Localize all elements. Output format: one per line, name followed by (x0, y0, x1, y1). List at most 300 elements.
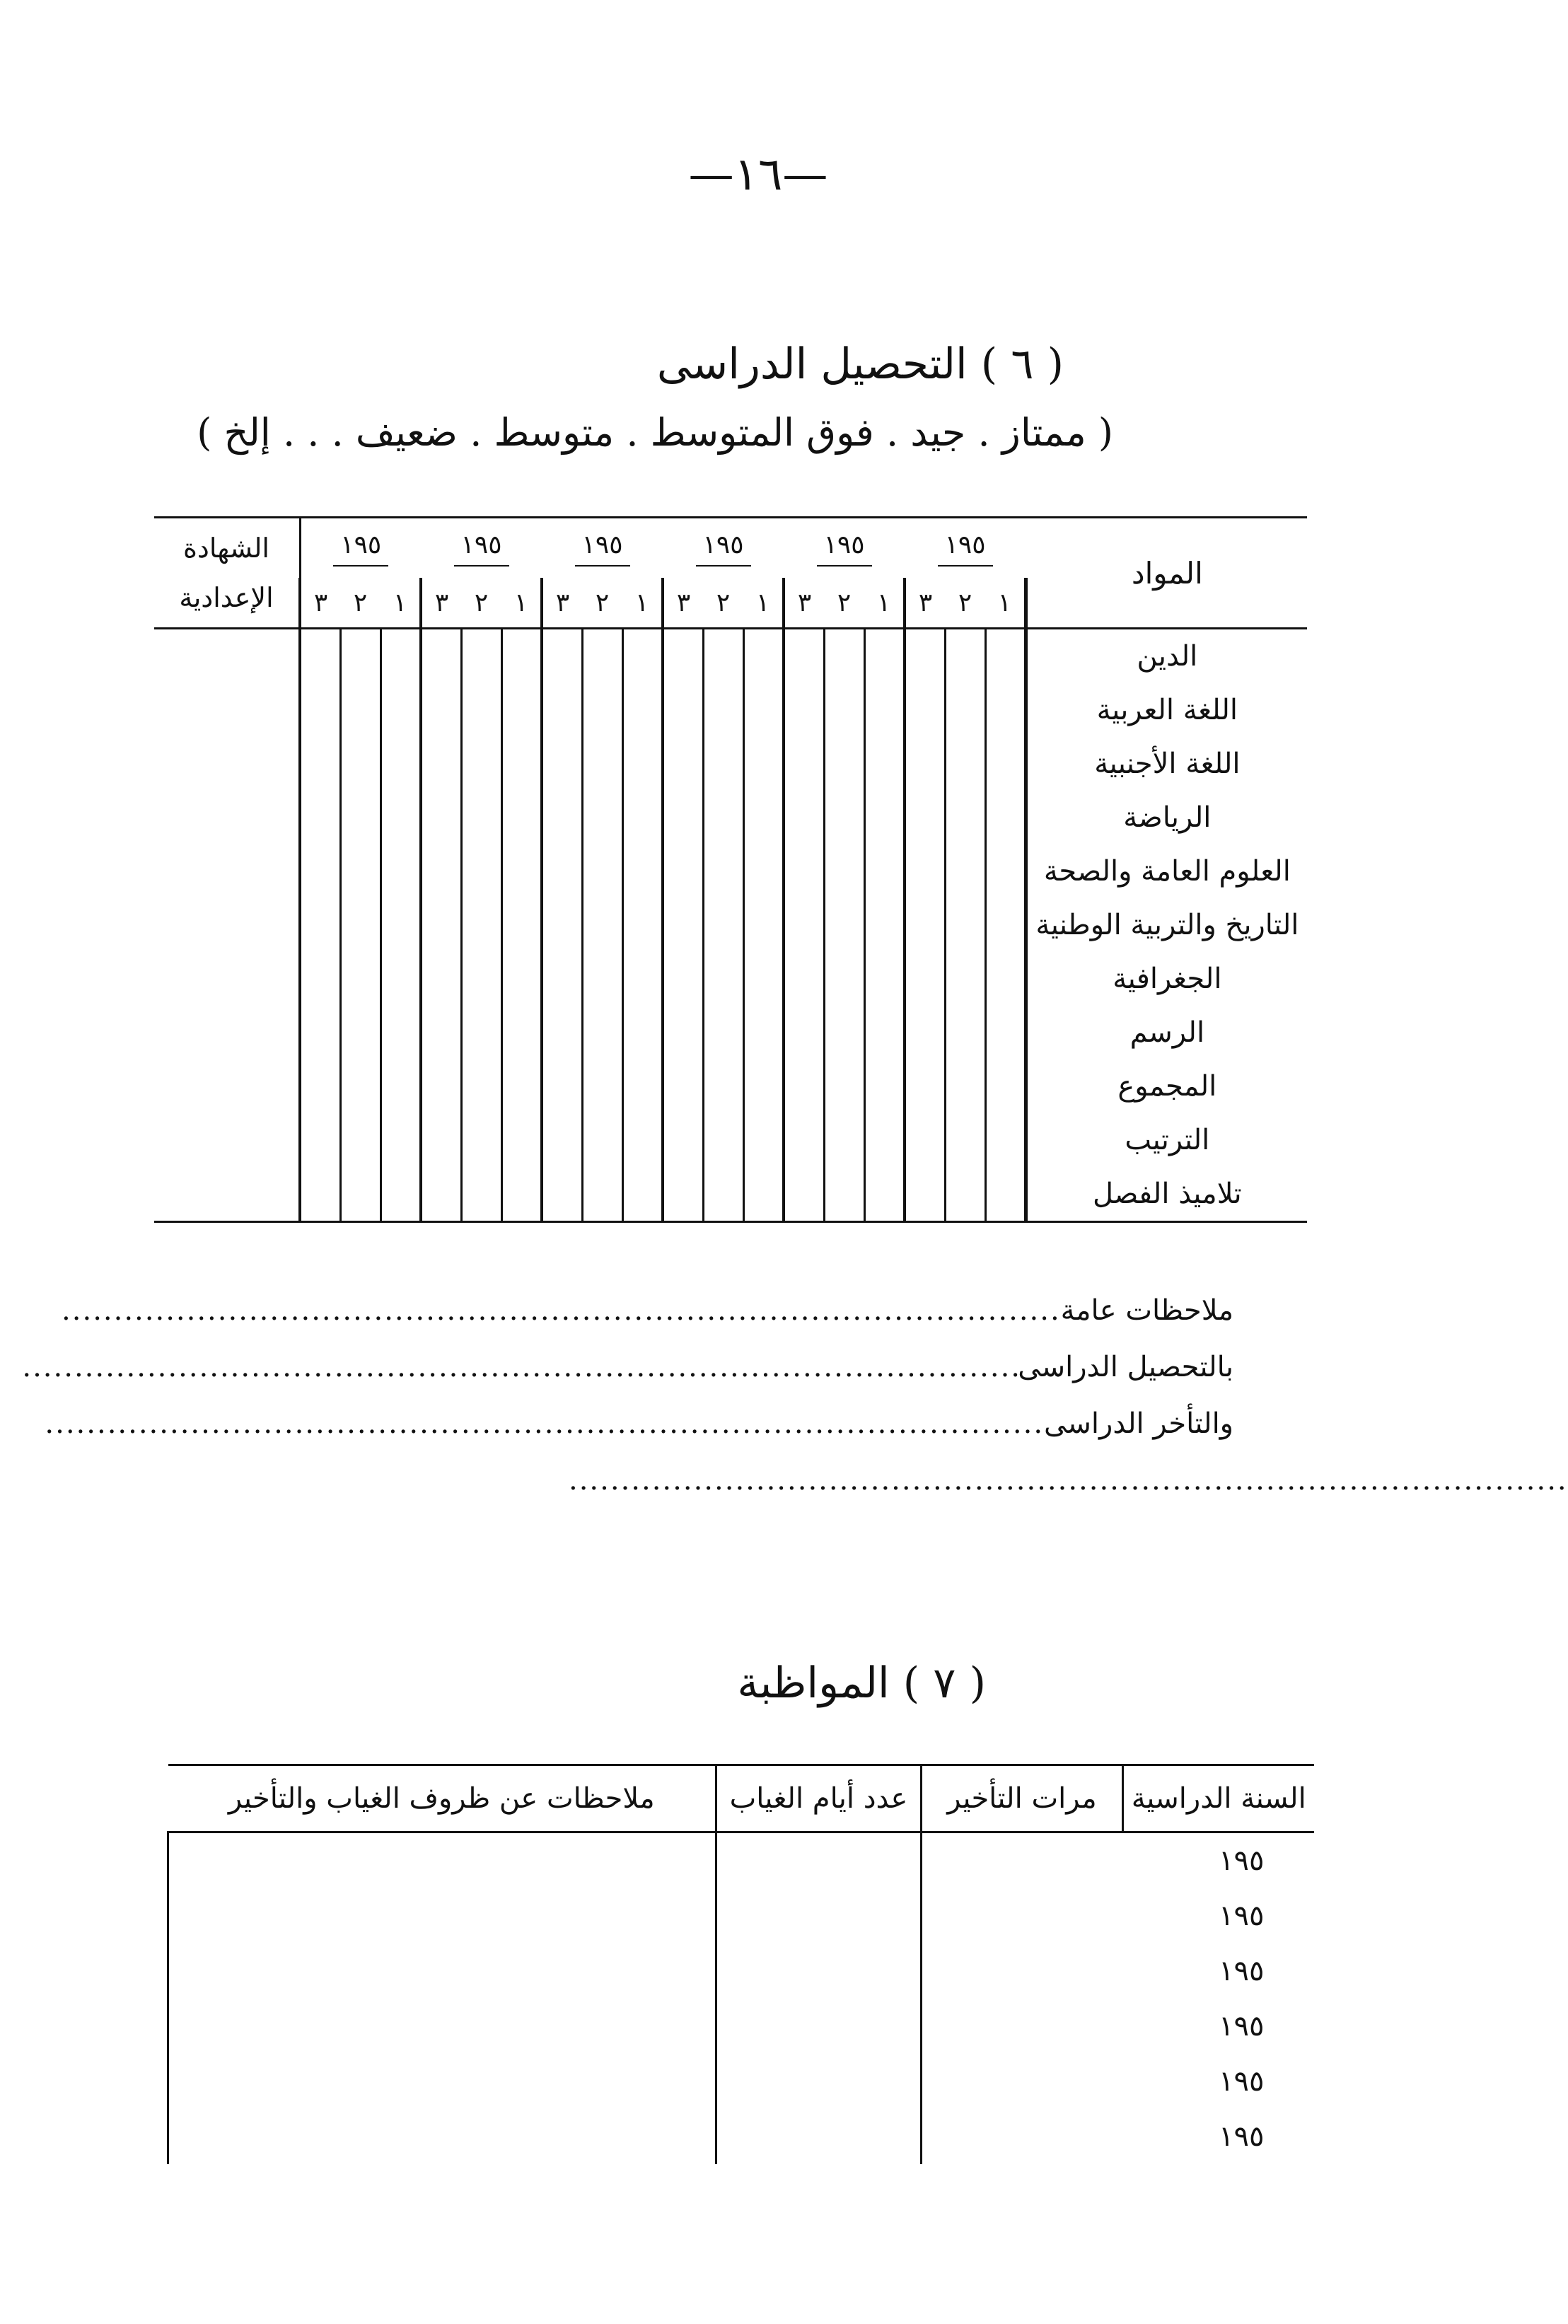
grade-cell[interactable] (622, 1006, 663, 1059)
remarks-line[interactable] (243, 1464, 1568, 1521)
grade-cell[interactable] (945, 629, 985, 683)
year-header: ١٩٥ (784, 518, 905, 579)
grade-cell[interactable] (501, 1059, 542, 1113)
grade-cell[interactable] (985, 1006, 1026, 1059)
semester-label: ١ (876, 588, 891, 617)
grade-cell[interactable] (501, 1006, 542, 1059)
grade-cell[interactable] (784, 1167, 824, 1222)
grade-cell[interactable] (461, 683, 501, 737)
grade-cell[interactable] (381, 1006, 421, 1059)
grade-cell[interactable] (824, 791, 864, 844)
remarks-block (22, 1294, 1568, 1521)
grade-cell[interactable] (985, 1059, 1026, 1113)
grade-cell[interactable] (461, 737, 501, 791)
school-year-cell: ١٩٥ (1219, 2120, 1265, 2153)
grade-cell[interactable] (300, 683, 340, 737)
grade-cell[interactable] (905, 1167, 945, 1222)
grade-cell[interactable] (542, 683, 582, 737)
grade-cell[interactable] (784, 1006, 824, 1059)
final-certificate-cell[interactable] (154, 791, 300, 844)
grade-cell[interactable] (461, 844, 501, 898)
attendance-row (168, 1944, 1314, 1999)
grade-cell[interactable] (864, 898, 905, 952)
grade-cell[interactable] (864, 737, 905, 791)
grade-cell[interactable] (743, 1059, 784, 1113)
grade-cell[interactable] (461, 898, 501, 952)
subject-row (154, 1113, 1307, 1167)
absence-days-cell[interactable] (716, 2109, 922, 2164)
grade-cell[interactable] (703, 1006, 743, 1059)
grade-cell[interactable] (945, 844, 985, 898)
attendance-header: ملاحظات عن ظروف الغياب والتأخير (168, 1765, 716, 1832)
grade-cell[interactable] (824, 898, 864, 952)
grade-cell[interactable] (461, 1113, 501, 1167)
grade-cell[interactable] (703, 1059, 743, 1113)
grade-cell[interactable] (864, 952, 905, 1006)
section-6-title: ( ٦ ) التحصيل الدراسى (656, 339, 1064, 389)
grade-cell[interactable] (461, 791, 501, 844)
subject-name: الدين (1137, 640, 1198, 673)
absence-days-cell[interactable] (716, 1944, 922, 1999)
grade-cell[interactable] (501, 844, 542, 898)
grade-cell[interactable] (300, 1059, 340, 1113)
grade-cell[interactable] (542, 791, 582, 844)
grade-cell[interactable] (542, 1113, 582, 1167)
remarks-dotted-line: ................................................................................................ (62, 1294, 1061, 1327)
grade-cell[interactable] (300, 737, 340, 791)
grade-cell[interactable] (743, 952, 784, 1006)
grade-cell[interactable] (864, 629, 905, 683)
grade-cell[interactable] (985, 1167, 1026, 1222)
grade-cell[interactable] (381, 737, 421, 791)
grade-cell[interactable] (945, 737, 985, 791)
grade-cell[interactable] (864, 1006, 905, 1059)
grade-cell[interactable] (421, 898, 461, 952)
grade-cell[interactable] (582, 844, 622, 898)
subject-name: الترتيب (1125, 1124, 1210, 1156)
absence-notes-cell[interactable] (168, 2109, 716, 2164)
subject-name: التاريخ والتربية الوطنية (1035, 909, 1299, 941)
grade-cell[interactable] (421, 1059, 461, 1113)
grade-cell[interactable] (824, 683, 864, 737)
grade-cell[interactable] (542, 1167, 582, 1222)
remarks-line[interactable] (62, 1294, 1233, 1351)
semester-label: ٢ (837, 588, 852, 617)
grade-cell[interactable] (663, 898, 703, 952)
grade-cell[interactable] (461, 1059, 501, 1113)
grade-cell[interactable] (784, 1113, 824, 1167)
school-year-cell: ١٩٥ (1219, 1955, 1265, 1987)
grade-cell[interactable] (864, 1113, 905, 1167)
grade-cell[interactable] (743, 898, 784, 952)
absence-notes-cell[interactable] (168, 1999, 716, 2054)
grade-cell[interactable] (501, 737, 542, 791)
grade-cell[interactable] (421, 1167, 461, 1222)
grade-cell[interactable] (461, 1167, 501, 1222)
semester-label: ٣ (784, 578, 824, 629)
semester-label: ٢ (353, 588, 368, 617)
grade-cell[interactable] (824, 737, 864, 791)
grade-cell[interactable] (340, 1059, 381, 1113)
attendance-row (168, 1999, 1314, 2054)
remarks-line[interactable] (45, 1407, 1233, 1464)
grade-cell[interactable] (824, 1167, 864, 1222)
grade-cell[interactable] (542, 952, 582, 1006)
grade-cell[interactable] (784, 952, 824, 1006)
absence-notes-cell[interactable] (168, 1888, 716, 1944)
school-year-cell: ١٩٥ (1219, 2065, 1265, 2098)
grade-cell[interactable] (864, 1167, 905, 1222)
grade-cell[interactable] (300, 952, 340, 1006)
attendance-header: السنة الدراسية (1123, 1765, 1314, 1832)
grade-cell[interactable] (381, 791, 421, 844)
subject-row (154, 683, 1307, 737)
grade-cell[interactable] (663, 683, 703, 737)
grade-cell[interactable] (340, 952, 381, 1006)
semester-label: ٣ (542, 578, 582, 629)
grade-cell[interactable] (985, 629, 1026, 683)
grade-cell[interactable] (703, 898, 743, 952)
semester-label: ١ (513, 588, 528, 617)
grade-cell[interactable] (703, 629, 743, 683)
late-count-cell[interactable] (922, 1832, 1123, 1889)
subject-name: الرسم (1129, 1016, 1205, 1049)
grade-cell[interactable] (421, 629, 461, 683)
semester-label: ١ (634, 588, 649, 617)
remarks-label: والتأخر الدراسى (1044, 1407, 1233, 1440)
grade-cell[interactable] (703, 1167, 743, 1222)
grade-cell[interactable] (381, 1059, 421, 1113)
semester-label: ١ (393, 588, 407, 617)
grade-cell[interactable] (300, 1113, 340, 1167)
year-header: ١٩٥ (421, 518, 542, 579)
grade-cell[interactable] (582, 791, 622, 844)
grade-cell[interactable] (905, 629, 945, 683)
grade-cell[interactable] (340, 1167, 381, 1222)
remarks-dotted-line: ................................................................................................ (45, 1407, 1045, 1440)
grade-cell[interactable] (663, 1059, 703, 1113)
absence-days-cell[interactable] (716, 2054, 922, 2109)
final-certificate-cell[interactable] (154, 683, 300, 737)
late-count-cell[interactable] (922, 1888, 1123, 1944)
year-header: ١٩٥ (905, 518, 1026, 579)
grade-cell[interactable] (582, 737, 622, 791)
semester-label: ٢ (474, 588, 489, 617)
semester-label: ٣ (905, 578, 945, 629)
grade-cell[interactable] (501, 683, 542, 737)
final-certificate-cell[interactable] (154, 1006, 300, 1059)
grade-cell[interactable] (864, 1059, 905, 1113)
grade-cell[interactable] (743, 844, 784, 898)
grade-cell[interactable] (945, 898, 985, 952)
grade-cell[interactable] (501, 629, 542, 683)
subject-row (154, 1006, 1307, 1059)
grade-cell[interactable] (421, 737, 461, 791)
grade-cell[interactable] (743, 1167, 784, 1222)
grade-cell[interactable] (340, 898, 381, 952)
grade-cell[interactable] (300, 629, 340, 683)
final-certificate-cell[interactable] (154, 844, 300, 898)
remarks-dotted-line: ................................................................................................ (569, 1464, 1568, 1497)
grade-cell[interactable] (622, 1167, 663, 1222)
grade-cell[interactable] (743, 791, 784, 844)
grade-cell[interactable] (501, 1113, 542, 1167)
final-certificate-header: الشهادة الإعدادية (154, 518, 300, 629)
grade-cell[interactable] (582, 683, 622, 737)
grade-cell[interactable] (582, 1059, 622, 1113)
grade-cell[interactable] (421, 1006, 461, 1059)
grade-cell[interactable] (300, 1167, 340, 1222)
grade-cell[interactable] (501, 952, 542, 1006)
grade-cell[interactable] (340, 683, 381, 737)
grade-cell[interactable] (421, 844, 461, 898)
subject-name: تلاميذ الفصل (1026, 1167, 1307, 1222)
subject-row (154, 898, 1307, 952)
grade-cell[interactable] (905, 952, 945, 1006)
grade-cell[interactable] (340, 1006, 381, 1059)
grade-cell[interactable] (985, 844, 1026, 898)
semester-label: ٣ (300, 578, 340, 629)
grade-cell[interactable] (582, 898, 622, 952)
remarks-dotted-line: ................................................................................................ (22, 1351, 1021, 1383)
grade-cell[interactable] (461, 952, 501, 1006)
year-header: ١٩٥ (663, 518, 784, 579)
late-count-cell[interactable] (922, 1999, 1123, 2054)
grade-cell[interactable] (824, 1059, 864, 1113)
final-certificate-cell[interactable] (154, 737, 300, 791)
page-number: —١٦— (688, 149, 828, 201)
grade-cell[interactable] (300, 1006, 340, 1059)
subjects-header: المواد (1026, 518, 1307, 629)
grade-cell[interactable] (824, 844, 864, 898)
grade-cell[interactable] (622, 683, 663, 737)
late-count-cell[interactable] (922, 1944, 1123, 1999)
grade-cell[interactable] (703, 791, 743, 844)
grade-cell[interactable] (542, 844, 582, 898)
grade-cell[interactable] (461, 629, 501, 683)
grade-cell[interactable] (340, 629, 381, 683)
grade-cell[interactable] (784, 737, 824, 791)
grades-table (154, 516, 1307, 1223)
grade-cell[interactable] (703, 844, 743, 898)
grade-cell[interactable] (622, 629, 663, 683)
grade-cell[interactable] (743, 1113, 784, 1167)
semester-label: ١ (755, 588, 770, 617)
absence-notes-cell[interactable] (168, 2054, 716, 2109)
absence-days-cell[interactable] (716, 1888, 922, 1944)
grade-cell[interactable] (945, 952, 985, 1006)
subject-row (154, 952, 1307, 1006)
grade-cell[interactable] (582, 1006, 622, 1059)
late-count-cell[interactable] (922, 2109, 1123, 2164)
grade-cell[interactable] (381, 629, 421, 683)
absence-notes-cell[interactable] (168, 1832, 716, 1889)
final-certificate-cell[interactable] (154, 952, 300, 1006)
grade-cell[interactable] (663, 1113, 703, 1167)
grade-cell[interactable] (824, 1006, 864, 1059)
grade-cell[interactable] (381, 844, 421, 898)
subject-name: اللغة العربية (1096, 694, 1238, 726)
grade-cell[interactable] (905, 1113, 945, 1167)
remarks-label: ملاحظات عامة (1060, 1294, 1233, 1327)
school-year-cell: ١٩٥ (1219, 2010, 1265, 2043)
grade-cell[interactable] (663, 844, 703, 898)
grade-cell[interactable] (784, 683, 824, 737)
grading-scale: ( ممتاز . جيد . فوق المتوسط . متوسط . ضعيف . . . إلخ ) (197, 410, 1113, 455)
grade-cell[interactable] (945, 1167, 985, 1222)
attendance-row (168, 2054, 1314, 2109)
grade-cell[interactable] (985, 791, 1026, 844)
attendance-row (168, 1832, 1314, 1889)
grade-cell[interactable] (985, 1113, 1026, 1167)
semester-label: ٢ (595, 588, 610, 617)
final-certificate-cell[interactable] (154, 1167, 300, 1222)
grade-cell[interactable] (421, 683, 461, 737)
grade-cell[interactable] (945, 1006, 985, 1059)
school-year-cell: ١٩٥ (1219, 1900, 1265, 1932)
grade-cell[interactable] (864, 844, 905, 898)
grade-cell[interactable] (663, 629, 703, 683)
grade-cell[interactable] (582, 1113, 622, 1167)
grade-cell[interactable] (824, 629, 864, 683)
grade-cell[interactable] (421, 952, 461, 1006)
semester-label: ٣ (663, 578, 703, 629)
grade-cell[interactable] (784, 898, 824, 952)
semester-label: ٢ (716, 588, 731, 617)
grade-cell[interactable] (784, 1059, 824, 1113)
grade-cell[interactable] (985, 737, 1026, 791)
grade-cell[interactable] (945, 1059, 985, 1113)
grade-cell[interactable] (542, 1006, 582, 1059)
final-certificate-cell[interactable] (154, 1113, 300, 1167)
grade-cell[interactable] (743, 629, 784, 683)
grade-cell[interactable] (824, 1113, 864, 1167)
grade-cell[interactable] (300, 791, 340, 844)
grade-cell[interactable] (905, 844, 945, 898)
grade-cell[interactable] (381, 952, 421, 1006)
grade-cell[interactable] (905, 898, 945, 952)
absence-notes-cell[interactable] (168, 1944, 716, 1999)
grade-cell[interactable] (784, 844, 824, 898)
school-year-cell: ١٩٥ (1219, 1844, 1265, 1877)
grade-cell[interactable] (622, 1059, 663, 1113)
absence-days-cell[interactable] (716, 1832, 922, 1889)
attendance-row (168, 1888, 1314, 1944)
grade-cell[interactable] (542, 737, 582, 791)
grade-cell[interactable] (622, 844, 663, 898)
grade-cell[interactable] (542, 898, 582, 952)
grade-cell[interactable] (703, 683, 743, 737)
grade-cell[interactable] (340, 1113, 381, 1167)
grade-cell[interactable] (501, 1167, 542, 1222)
attendance-header: عدد أيام الغياب (716, 1765, 922, 1832)
grade-cell[interactable] (542, 1059, 582, 1113)
grade-cell[interactable] (864, 791, 905, 844)
grade-cell[interactable] (945, 791, 985, 844)
remarks-label: بالتحصيل الدراسى (1018, 1351, 1233, 1383)
grade-cell[interactable] (663, 952, 703, 1006)
grade-cell[interactable] (340, 844, 381, 898)
subject-row (154, 1059, 1307, 1113)
grade-cell[interactable] (985, 683, 1026, 737)
subject-name: المجموع (1117, 1070, 1217, 1103)
grade-cell[interactable] (622, 791, 663, 844)
grade-cell[interactable] (622, 1113, 663, 1167)
grade-cell[interactable] (945, 1113, 985, 1167)
grade-cell[interactable] (905, 1059, 945, 1113)
grade-cell[interactable] (622, 952, 663, 1006)
grade-cell[interactable] (542, 629, 582, 683)
grade-cell[interactable] (703, 1113, 743, 1167)
grade-cell[interactable] (905, 683, 945, 737)
remarks-line[interactable] (22, 1351, 1233, 1407)
grade-cell[interactable] (985, 952, 1026, 1006)
grade-cell[interactable] (381, 1113, 421, 1167)
attendance-table (167, 1764, 1314, 2164)
grade-cell[interactable] (421, 1113, 461, 1167)
grade-cell[interactable] (784, 791, 824, 844)
grade-cell[interactable] (784, 629, 824, 683)
grade-cell[interactable] (663, 791, 703, 844)
grade-cell[interactable] (501, 791, 542, 844)
absence-days-cell[interactable] (716, 1999, 922, 2054)
grade-cell[interactable] (340, 737, 381, 791)
grade-cell[interactable] (905, 791, 945, 844)
grade-cell[interactable] (905, 1006, 945, 1059)
grade-cell[interactable] (461, 1006, 501, 1059)
subject-name: العلوم العامة والصحة (1043, 855, 1291, 888)
grade-cell[interactable] (703, 737, 743, 791)
grade-cell[interactable] (421, 791, 461, 844)
grade-cell[interactable] (300, 898, 340, 952)
grade-cell[interactable] (945, 683, 985, 737)
grade-cell[interactable] (582, 952, 622, 1006)
subject-name: الجغرافية (1113, 963, 1222, 995)
grade-cell[interactable] (985, 898, 1026, 952)
grade-cell[interactable] (905, 737, 945, 791)
grade-cell[interactable] (381, 1167, 421, 1222)
year-header: ١٩٥ (542, 518, 663, 579)
grade-cell[interactable] (582, 629, 622, 683)
final-certificate-cell[interactable] (154, 629, 300, 683)
semester-label: ٢ (958, 588, 972, 617)
grade-cell[interactable] (501, 898, 542, 952)
year-header: ١٩٥ (300, 518, 421, 579)
grade-cell[interactable] (622, 898, 663, 952)
grade-cell[interactable] (743, 1006, 784, 1059)
grade-cell[interactable] (582, 1167, 622, 1222)
grade-cell[interactable] (622, 737, 663, 791)
grade-cell[interactable] (663, 1006, 703, 1059)
grade-cell[interactable] (340, 791, 381, 844)
grade-cell[interactable] (864, 683, 905, 737)
grade-cell[interactable] (743, 683, 784, 737)
final-certificate-cell[interactable] (154, 898, 300, 952)
grade-cell[interactable] (300, 844, 340, 898)
grade-cell[interactable] (743, 737, 784, 791)
grade-cell[interactable] (381, 683, 421, 737)
subject-row (154, 737, 1307, 791)
grade-cell[interactable] (663, 1167, 703, 1222)
semester-label: ١ (985, 578, 1026, 629)
grade-cell[interactable] (381, 898, 421, 952)
grade-cell[interactable] (663, 737, 703, 791)
attendance-header: مرات التأخير (922, 1765, 1123, 1832)
final-certificate-cell[interactable] (154, 1059, 300, 1113)
grade-cell[interactable] (703, 952, 743, 1006)
grade-cell[interactable] (824, 952, 864, 1006)
late-count-cell[interactable] (922, 2054, 1123, 2109)
